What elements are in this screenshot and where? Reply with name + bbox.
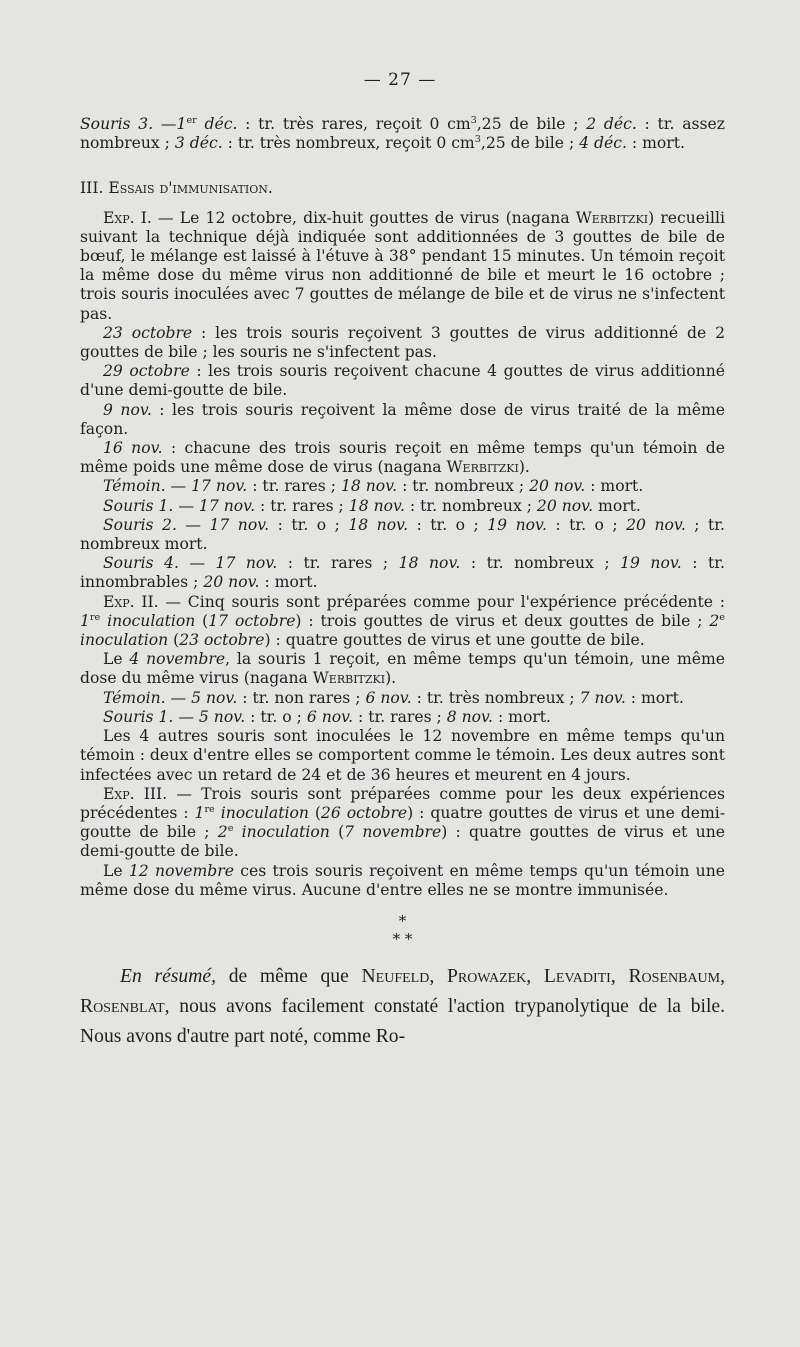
text-run: : tr. nombreux ; xyxy=(404,496,537,515)
italic-run: 6 nov. xyxy=(365,688,412,707)
text-run: : tr. très nombreux, reçoit 0 cm xyxy=(222,134,475,153)
italic-run: 18 nov. xyxy=(348,515,409,534)
asterism-line: * * xyxy=(392,929,413,948)
text-run: — xyxy=(178,554,216,573)
small-caps-run: Werbitzki xyxy=(575,208,649,227)
paragraph-exp1-souris1 xyxy=(80,497,725,516)
italic-run: 7 nov. xyxy=(579,688,626,707)
italic-run: Souris 4. xyxy=(103,554,179,573)
paragraph-exp1-oct23 xyxy=(80,324,725,362)
text-run: ces trois souris reçoivent en même temps qu'un témoin une même dose du même virus. Aucune d'entre elles ne se montre immunisée. xyxy=(80,861,725,899)
text-run: : tr. rares ; xyxy=(277,554,399,573)
text-run: : tr. rares ; xyxy=(247,477,341,496)
text-run: ( xyxy=(329,823,345,842)
text-run: , xyxy=(720,965,726,987)
paragraph-exp3-nov12 xyxy=(80,862,725,900)
italic-run: 1 xyxy=(194,803,205,822)
italic-run: Souris 1. xyxy=(103,496,174,515)
italic-run: 20 nov. xyxy=(529,477,586,496)
text-run: : mort. xyxy=(626,134,685,153)
small-caps-run: Essais d'immunisation. xyxy=(108,179,273,198)
italic-run: inoculation xyxy=(233,823,330,842)
text-run: III. xyxy=(80,179,109,198)
text-run: : tr. rares ; xyxy=(353,707,447,726)
text-run: : mort. xyxy=(625,688,684,707)
text-run: : tr. assez nombreux ; xyxy=(80,115,725,153)
italic-run: 2 déc. xyxy=(586,115,637,133)
small-caps-run: Werbitzki xyxy=(446,458,519,477)
paragraph-exp3-intro xyxy=(80,785,725,862)
italic-run: 20 nov. xyxy=(536,496,594,515)
text-run: ) : quatre gouttes de virus et une goutte de bile. xyxy=(264,631,645,650)
text-run: ). xyxy=(385,669,397,688)
text-run: — xyxy=(173,496,199,515)
italic-run: Souris 1. xyxy=(103,707,174,726)
superscript-run: 3 xyxy=(470,114,477,126)
italic-run: 16 nov. xyxy=(103,439,163,458)
italic-run: 9 nov. xyxy=(103,400,152,419)
text-run: : tr. o ; xyxy=(546,515,627,534)
italic-run: Souris 3. xyxy=(80,115,154,133)
paragraph-exp1-souris4 xyxy=(80,554,725,592)
italic-run: Souris 2. xyxy=(103,515,177,534)
italic-run: inoculation xyxy=(214,803,309,822)
body-text xyxy=(80,115,725,1052)
text-run: : les trois souris reçoivent chacune 4 gouttes de virus additionné d'une demi-goutte de bile. xyxy=(80,362,725,400)
italic-run: inoculation xyxy=(100,611,196,630)
paragraph-exp2-others xyxy=(80,727,725,785)
paragraph-section-heading xyxy=(80,179,725,198)
paragraph-exp1-nov16 xyxy=(80,439,725,477)
asterism xyxy=(80,912,725,948)
italic-run: 1 xyxy=(80,611,90,630)
small-caps-run: Levaditi xyxy=(543,965,611,987)
text-run: , xyxy=(429,965,447,987)
text-run: : tr. o ; xyxy=(408,515,488,534)
text-run: ) : trois gouttes de virus et deux gouttes de bile ; xyxy=(295,611,710,630)
italic-run: 17 nov. xyxy=(191,477,248,496)
text-run: : tr. très rares, reçoit 0 cm xyxy=(237,115,471,133)
text-run: ; tr. nombreux mort. xyxy=(80,515,725,554)
text-run: , la souris 1 reçoit, en même temps qu'un témoin, une même dose du même virus (nagana xyxy=(80,650,725,688)
italic-run: 4 novembre xyxy=(129,650,226,669)
text-run: : tr. nombreux ; xyxy=(397,477,530,496)
italic-run: 2 xyxy=(709,611,720,630)
small-caps-run: Rosenblat xyxy=(80,995,165,1017)
text-run: — xyxy=(176,515,210,534)
small-caps-run: Rosenbaum xyxy=(628,965,721,987)
small-caps-run: Exp. III. xyxy=(103,784,168,803)
superscript-run: 3 xyxy=(474,134,481,146)
text-run: — xyxy=(173,707,199,726)
text-run: ( xyxy=(168,631,180,650)
text-run: — xyxy=(165,688,192,707)
superscript-run: re xyxy=(204,803,215,815)
italic-run: Témoin. xyxy=(103,477,166,496)
paragraph-exp1-souris2 xyxy=(80,516,725,554)
text-run: ) : quatre gouttes de virus et une demi-goutte de bile ; xyxy=(80,803,726,842)
italic-run: 18 nov. xyxy=(340,477,398,496)
paragraph-exp1-oct29 xyxy=(80,362,725,400)
paragraph-exp1-nov9 xyxy=(80,401,725,439)
text-run: : tr. o ; xyxy=(245,707,307,726)
summary-paragraph xyxy=(80,962,725,1052)
text-run: ,25 de bile ; xyxy=(476,115,587,133)
italic-run: inoculation xyxy=(80,631,169,650)
superscript-run: re xyxy=(89,611,101,623)
text-run: ) recueilli suivant la technique déjà indiquée sont additionnées de 3 gouttes de bile de bœuf, le mélange est laissé à l'étuve à 38° pendant 15 minutes. Un témoin reçoit la même dose du même virus non additionné de bile et meurt le 16 octobre ; trois souris inoculées avec 7 gouttes de mélange de bile et de virus ne s'infectent pas. xyxy=(80,208,725,323)
paragraph-exp2-souris1 xyxy=(80,708,725,727)
italic-run: 23 octobre xyxy=(179,631,265,650)
italic-run: 19 nov. xyxy=(487,515,547,534)
italic-run: 5 nov. xyxy=(191,688,238,707)
small-caps-run: Werbitzki xyxy=(312,669,386,688)
text-run: — xyxy=(153,115,177,133)
italic-run: 20 nov. xyxy=(203,573,260,592)
italic-run: 1 xyxy=(176,115,187,133)
text-run: — Cinq souris sont préparées comme pour l'expérience précédente : xyxy=(158,592,725,611)
italic-run: 17 nov. xyxy=(215,554,278,573)
italic-run: 17 octobre xyxy=(208,611,296,630)
italic-run: 19 nov. xyxy=(620,554,682,573)
paragraph-exp1-intro xyxy=(80,209,725,324)
italic-run: En résumé, xyxy=(120,965,216,987)
italic-run: 6 nov. xyxy=(306,707,354,726)
paragraph-exp1-temoin xyxy=(80,477,725,496)
text-run: , nous avons facilement constaté l'action trypanolytique de la bile. Nous avons d'autre part noté, comme Ro- xyxy=(80,995,725,1047)
italic-run: 4 déc. xyxy=(579,134,627,153)
text-run: Les 4 autres souris sont inoculées le 12 novembre en même temps qu'un témoin : deux d'entre elles se comportent comme le témoin. Les deux autres sont infectées avec un retard de 24 et de 36 heures et meurent en 4 jours. xyxy=(80,727,725,784)
italic-run: 18 nov. xyxy=(398,554,461,573)
small-caps-run: Exp. I. xyxy=(103,208,152,227)
italic-run: Témoin. xyxy=(103,688,166,707)
paragraph-exp2-intro xyxy=(80,593,725,651)
text-run: ( xyxy=(195,611,209,630)
text-run: , xyxy=(526,965,544,987)
italic-run: 20 nov. xyxy=(626,515,686,534)
paragraph-exp2-temoin xyxy=(80,689,725,708)
text-run: : les trois souris reçoivent 3 gouttes de virus additionné de 2 gouttes de bile ; les souris ne s'infectent pas. xyxy=(80,323,725,362)
text-run: Le xyxy=(103,861,129,880)
small-caps-run: Neufeld xyxy=(361,965,430,987)
text-run: : chacune des trois souris reçoit en même temps qu'un témoin de même poids une même dose de virus (nagana xyxy=(80,439,725,477)
text-run: ) : quatre gouttes de virus et une demi-goutte de bile. xyxy=(80,823,725,861)
text-run: : tr. non rares ; xyxy=(237,688,366,707)
italic-run: 3 déc. xyxy=(174,134,223,153)
text-run: — xyxy=(165,477,192,496)
italic-run: 17 nov. xyxy=(209,515,270,534)
page-number: — 27 — xyxy=(363,70,437,90)
italic-run: 5 nov. xyxy=(198,707,246,726)
text-run: ). xyxy=(518,458,530,477)
text-run: : tr. très nombreux ; xyxy=(411,688,580,707)
italic-run: 8 nov. xyxy=(446,707,493,726)
text-run: , xyxy=(610,965,629,987)
text-run: : les trois souris reçoivent la même dose de virus traité de la même façon. xyxy=(80,400,725,438)
text-run: : mort. xyxy=(585,477,644,496)
paragraph-exp2-nov4 xyxy=(80,650,725,688)
italic-run: 18 nov. xyxy=(348,496,405,515)
superscript-run: e xyxy=(227,822,234,834)
text-run: de même que xyxy=(215,965,362,987)
text-run: : mort. xyxy=(259,573,318,592)
text-run: : tr. o ; xyxy=(269,515,349,534)
text-run: : mort. xyxy=(492,707,552,726)
text-run: — Le 12 octobre, dix-huit gouttes de virus (nagana xyxy=(151,208,576,227)
asterism-line: * xyxy=(398,911,407,930)
text-run: : tr. nombreux ; xyxy=(460,554,621,573)
italic-run: 2 xyxy=(217,823,228,842)
text-run: mort. xyxy=(593,496,641,515)
italic-run: 17 nov. xyxy=(198,496,256,515)
superscript-run: e xyxy=(719,611,725,623)
italic-run: 7 novembre xyxy=(344,823,442,842)
italic-run: 29 octobre xyxy=(103,362,190,381)
text-run: — Trois souris sont préparées comme pour les deux expériences précédentes : xyxy=(80,784,725,822)
text-run: Le xyxy=(103,650,130,669)
text-run: : tr. innombrables ; xyxy=(80,554,725,592)
italic-run: 26 octobre xyxy=(320,803,408,822)
superscript-run: er xyxy=(186,114,197,126)
italic-run: déc. xyxy=(196,115,238,133)
text-run: : tr. rares ; xyxy=(255,496,349,515)
text-run: ,25 de bile ; xyxy=(480,134,580,153)
small-caps-run: Exp. II. xyxy=(103,592,159,611)
italic-run: 12 novembre xyxy=(128,861,234,880)
italic-run: 23 octobre xyxy=(103,323,193,342)
text-run: ( xyxy=(308,803,321,822)
paragraph-souris3-line xyxy=(80,115,725,153)
small-caps-run: Prowazek xyxy=(446,965,527,987)
